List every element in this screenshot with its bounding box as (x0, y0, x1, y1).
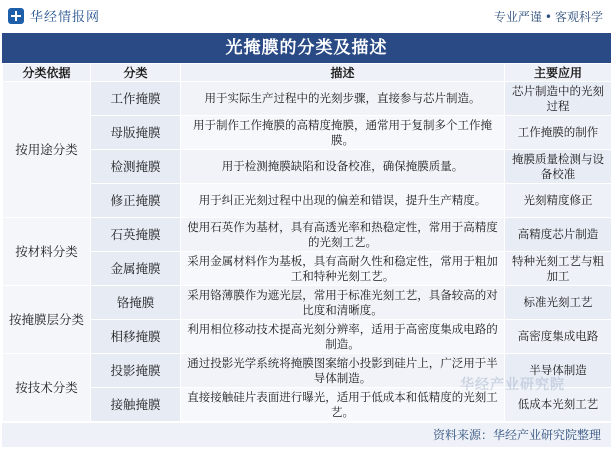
type-cell: 金属掩膜 (91, 252, 181, 286)
application-cell: 标准光刻工艺 (505, 286, 612, 320)
description-cell: 利用相位移动技术提高光刻分辨率，适用于高密度集成电路的制造。 (181, 320, 505, 354)
application-cell: 高密度集成电路 (505, 320, 612, 354)
application-cell: 工作掩膜的制作 (505, 116, 612, 150)
header-basis: 分类依据 (3, 64, 91, 82)
header-row (3, 64, 612, 82)
group-label: 按技术分类 (3, 354, 91, 422)
application-cell: 半导体制造 (505, 354, 612, 388)
description-cell: 用于实际生产过程中的光刻步骤，直接参与芯片制造。 (181, 82, 505, 116)
table-row (3, 354, 612, 388)
group-label: 按用途分类 (3, 82, 91, 218)
group-label: 按材料分类 (3, 218, 91, 286)
type-cell: 修正掩膜 (91, 184, 181, 218)
type-cell: 石英掩膜 (91, 218, 181, 252)
type-cell: 检测掩膜 (91, 150, 181, 184)
description-cell: 用于检测掩膜缺陷和设备校准，确保掩膜质量。 (181, 150, 505, 184)
source-note: 资料来源：华经产业研究院整理 (432, 428, 601, 442)
description-cell: 采用金属材料作为基板，具有高耐久性和稳定性，常用于粗加工和特种光刻工艺。 (181, 252, 505, 286)
brand-slogan (494, 8, 603, 25)
bullet-icon: • (544, 10, 552, 24)
slogan-part-1: 专业严谨 (493, 10, 542, 24)
classification-table-wrapper (2, 63, 611, 422)
type-cell: 工作掩膜 (91, 82, 181, 116)
type-cell: 投影掩膜 (91, 354, 181, 388)
type-cell: 接触掩膜 (91, 388, 181, 422)
table-row (3, 82, 612, 116)
logo-icon (8, 8, 24, 24)
source-bar (2, 423, 611, 447)
slogan-part-2: 客观科学 (554, 10, 603, 24)
application-cell: 低成本光刻工艺 (505, 388, 612, 422)
application-cell: 掩膜质量检测与设备校准 (505, 150, 612, 184)
type-cell: 铬掩膜 (91, 286, 181, 320)
table-row (3, 252, 612, 286)
classification-table (2, 63, 612, 422)
header-type: 分类 (91, 64, 181, 82)
type-cell: 相移掩膜 (91, 320, 181, 354)
application-cell: 芯片制造中的光刻过程 (505, 82, 612, 116)
table-row (3, 116, 612, 150)
brand-name: 华经情报网 (30, 10, 101, 25)
description-cell: 使用石英作为基材，具有高透光率和热稳定性，常用于高精度的光刻工艺。 (181, 218, 505, 252)
table-body (3, 82, 612, 422)
description-cell: 直接接触硅片表面进行曝光，适用于低成本和低精度的光刻工艺。 (181, 388, 505, 422)
table-row (3, 388, 612, 422)
table-row (3, 320, 612, 354)
description-cell: 用于纠正光刻过程中出现的偏差和错误，提升生产精度。 (181, 184, 505, 218)
header-description: 描述 (181, 64, 505, 82)
table-row (3, 286, 612, 320)
description-cell: 通过投影光学系统将掩膜图案缩小投影到硅片上，广泛用于半导体制造。 (181, 354, 505, 388)
type-cell: 母版掩膜 (91, 116, 181, 150)
table-row (3, 218, 612, 252)
brand-logo (8, 6, 100, 25)
header-application: 主要应用 (505, 64, 612, 82)
application-cell: 高精度芯片制造 (505, 218, 612, 252)
watermark: 华经产业研究院 (460, 377, 565, 393)
description-cell: 用于制作工作掩膜的高精度掩膜，通常用于复制多个工作掩膜。 (181, 116, 505, 150)
application-cell: 光刻精度修正 (505, 184, 612, 218)
description-cell: 采用铬薄膜作为遮光层，常用于标准光刻工艺，具备较高的对比度和清晰度。 (181, 286, 505, 320)
top-bar (0, 0, 613, 31)
table-row (3, 184, 612, 218)
table-row (3, 150, 612, 184)
table-title: 光掩膜的分类及描述 (2, 33, 611, 63)
group-label: 按掩膜层分类 (3, 286, 91, 354)
application-cell: 特种光刻工艺与粗加工 (505, 252, 612, 286)
